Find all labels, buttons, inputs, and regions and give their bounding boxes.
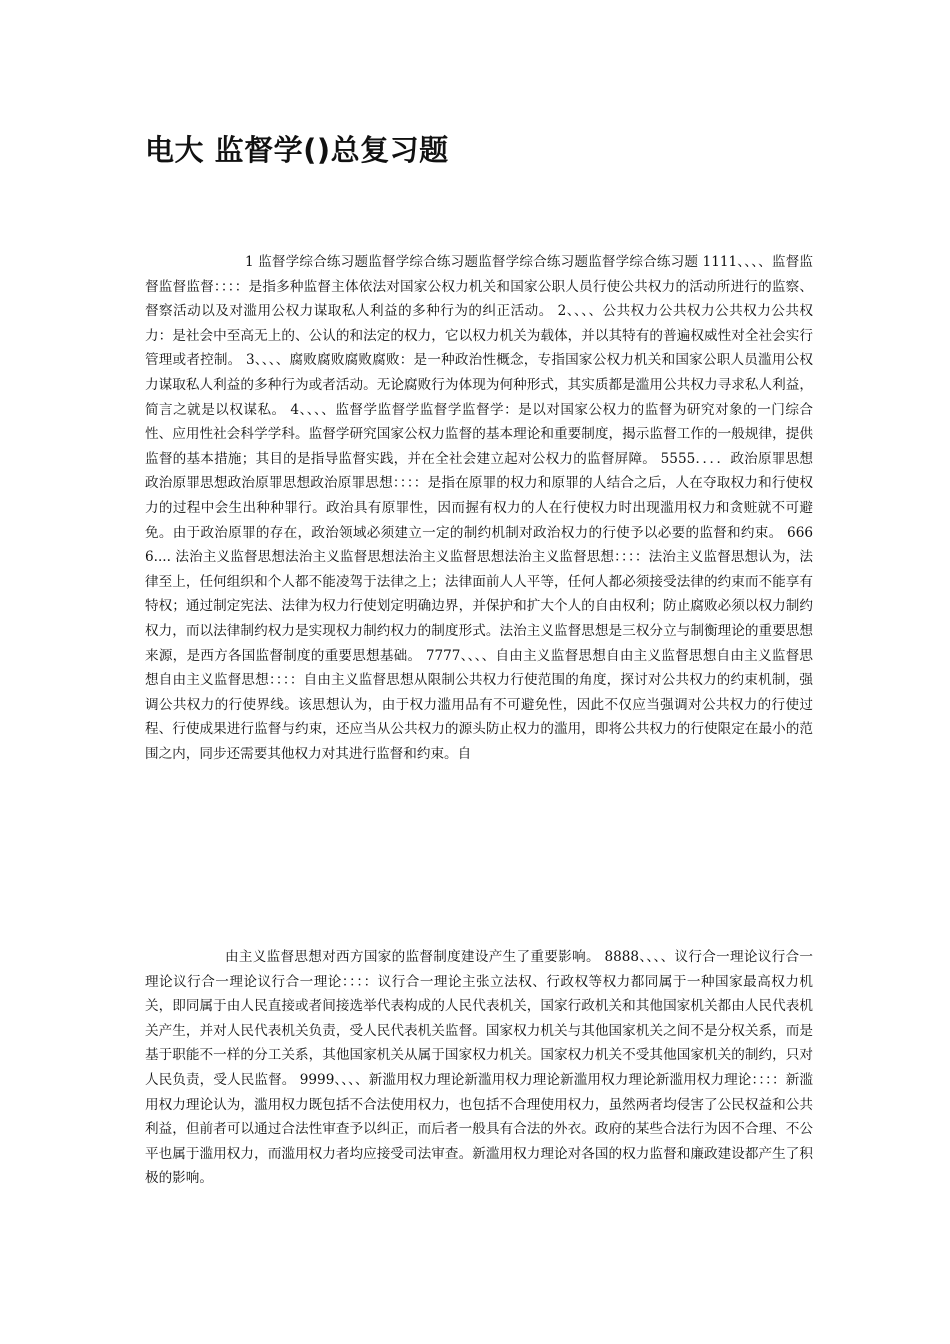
page-title: 电大 监督学()总复习题 xyxy=(145,133,449,167)
body-paragraph: 由主义监督思想对西方国家的监督制度建设产生了重要影响。 8888、、、、议行合一理论议行合一理论议行合一理论议行合一理论：：：：议行合一理论主张立法权、行政权等权力都同属于一种国家最高权力机关，即同属于由人民直接或者间接选举代表构成的人民代表机关，国家行政机关和其他国家机关都由人民代表机关产生，并对人民代表机关负责，受人民代表机关监督。国家权力机关与其他国家机关之间不是分权关系，而是基于职能不一样的分工关系，其他国家机关从属于国家权力机关。国家权力机关不受其他国家机关的制约，只对人民负责，受人民监督。 9999、、、、新滥用权力理论新滥用权力理论新滥用权力理论新滥用权力理论：：：：新滥用权力理论认为，滥用权力既包括不合法使用权力，也包括不合理使用权力，虽然两者均侵害了公民权益和公共利益，但前者可以通过合法性审查予以纠正，而后者一般具有合法的外衣。政府的某些合法行为因不合理、不公平也属于滥用权力，而滥用权力者均应接受司法审查。新滥用权力理论对各国的权力监督和廉政建设都产生了积极的影响。 xyxy=(145,949,813,1187)
body-paragraph: 1 监督学综合练习题监督学综合练习题监督学综合练习题监督学综合练习题 1111、、、、监督监督监督监督：：：：是指多种监督主体依法对国家公权力机关和国家公职人员行使公共权力的活动所进行的监察、督察活动以及对滥用公权力谋取私人利益的多种行为的纠正活动。 2、、、、公共权力公共权力公共权力公共权力：是社会中至高无上的、公认的和法定的权力，它以权力机关为载体，并以其特有的普遍权威性对全社会实行管理或者控制。 3、、、、腐败腐败腐败腐败：是一种政治性概念，专指国家公权力机关和国家公职人员滥用公权力谋取私人利益的多种行为或者活动。无论腐败行为体现为何种形式，其实质都是滥用公共权力寻求私人利益，简言之就是以权谋私。 4、、、、监督学监督学监督学监督学：是以对国家公权力的监督为研究对象的一门综合性、应用性社会科学学科。监督学研究国家公权力监督的基本理论和重要制度，揭示监督工作的一般规律，提供监督的基本措施；其目的是指导监督实践，并在全社会建立起对公权力的监督屏障。 5555．．．．政治原罪思想政治原罪思想政治原罪思想政治原罪思想：：：：是指在原罪的权力和原罪的人结合之后，人在夺取权力和行使权力的过程中会生出种种罪行。政治具有原罪性，因而握有权力的人在行使权力时出现滥用权力和贪赃就不可避免。由于政治原罪的存在，政治领域必须建立一定的制约机制对政治权力的行使予以必要的监督和约束。 6666.... 法治主义监督思想法治主义监督思想法治主义监督思想法治主义监督思想：：：：法治主义监督思想认为，法律至上，任何组织和个人都不能凌驾于法律之上；法律面前人人平等，任何人都必须接受法律的约束而不能享有特权；通过制定宪法、法律为权力行使划定明确边界，并保护和扩大个人的自由权利；防止腐败必须以权力制约权力，而以法律制约权力是实现权力制约权力的制度形式。法治主义监督思想是三权分立与制衡理论的重要思想来源，是西方各国监督制度的重要思想基础。 7777、、、、自由主义监督思想自由主义监督思想自由主义监督思想自由主义监督思想：：：：自由主义监督思想从限制公共权力行使范围的角度，探讨对公共权力的约束机制，强调公共权力的行使界线。该思想认为，由于权力滥用品有不可避免性，因此不仅应当强调对公共权力的行使过程、行使成果进行监督与约束，还应当从公共权力的源头防止权力的滥用，即将公共权力的行使限定在最小的范围之内，同步还需要其他权力对其进行监督和约束。自 xyxy=(145,254,813,762)
